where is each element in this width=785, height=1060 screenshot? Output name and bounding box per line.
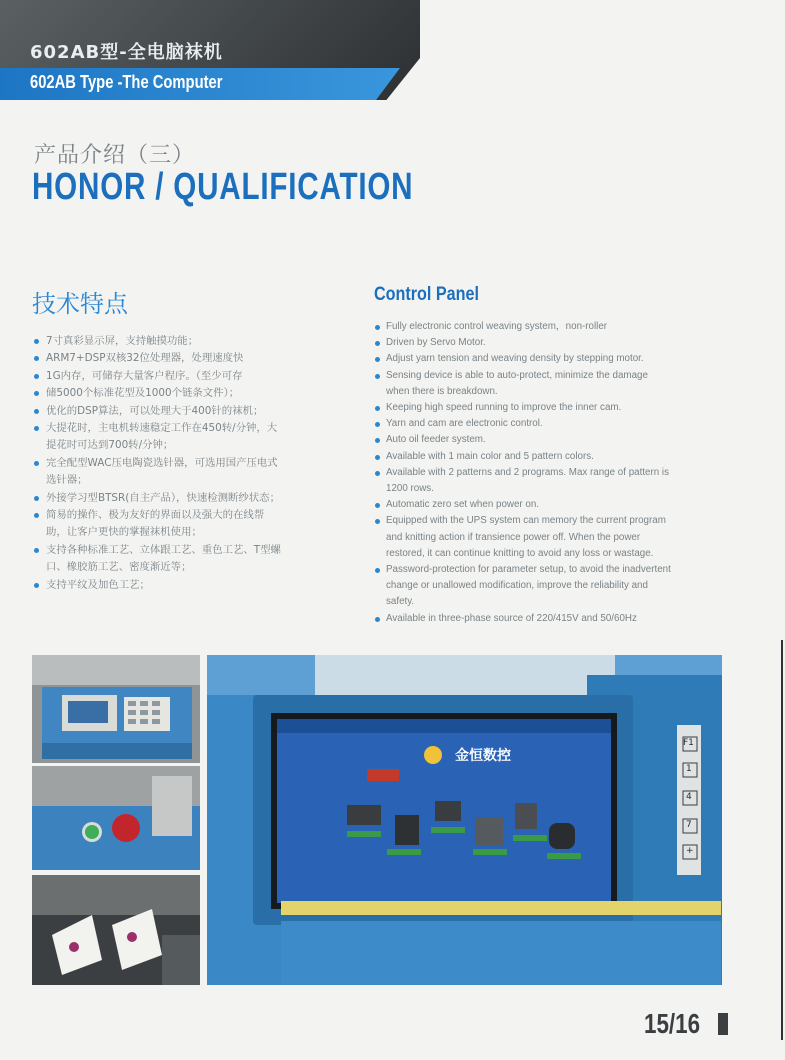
keypad-key-f1: F1 — [683, 738, 694, 748]
control-panel-heading: Control Panel — [374, 284, 479, 305]
list-item: 支持各种标准工艺、立体跟工艺、重色工艺、T型螺口、橡胶筋工艺、密度渐近等； — [32, 542, 282, 577]
keypad-key-1: 1 — [686, 764, 692, 774]
page-title: HONOR / QUALIFICATION — [32, 166, 414, 208]
list-item: Yarn and cam are electronic control. — [374, 416, 674, 432]
features-cn-heading: 技术特点 — [32, 290, 128, 318]
list-item: Available with 1 main color and 5 pattern colors. — [374, 449, 674, 465]
list-item: Keeping high speed running to improve the inner cam. — [374, 400, 674, 416]
list-item: 大提花时，主电机转速稳定工作在450转/分钟，大提花时可达到700转/分钟； — [32, 420, 282, 455]
control-panel-section — [374, 284, 674, 627]
screen-brand-logo: 金恒数控 — [455, 747, 511, 763]
list-item: Available in three-phase source of 220/415V and 50/60Hz — [374, 611, 674, 627]
page-number: 15/16 — [644, 1008, 701, 1039]
list-item: Available with 2 patterns and 2 programs. Max range of pattern is 1200 rows. — [374, 465, 674, 497]
list-item: Fully electronic control weaving system，non-roller — [374, 319, 674, 335]
features-cn-list — [32, 333, 282, 594]
control-panel-photo — [207, 655, 722, 985]
thumbnail-buttons-photo — [32, 766, 200, 870]
list-item: Adjust yarn tension and weaving density by stepping motor. — [374, 351, 674, 367]
keypad-key-plus: + — [686, 846, 694, 856]
page-edge-line — [781, 640, 783, 1040]
model-title-cn: 602AB型-全电脑袜机 — [30, 42, 223, 63]
list-item: 储5000个标准花型及1000个链条文件）； — [32, 385, 282, 402]
list-item: Driven by Servo Motor. — [374, 335, 674, 351]
list-item: 1G内存，可储存大量客户程序。（至少可存 — [32, 368, 282, 385]
list-item: Password-protection for parameter setup, to avoid the inadvertent change or unallowed modification, improve the reliability and safety. — [374, 562, 674, 611]
model-title-en: 602AB Type -The Computer — [30, 72, 223, 92]
list-item: 支持平纹及加色工艺； — [32, 577, 282, 594]
list-item: 7寸真彩显示屏，支持触摸功能； — [32, 333, 282, 350]
keypad-key-7: 7 — [686, 820, 692, 830]
keypad-key-4: 4 — [686, 792, 692, 802]
list-item: 外接学习型BTSR(自主产品），快速检测断纱状态； — [32, 490, 282, 507]
list-item: Equipped with the UPS system can memory the current program and knitting action if transience power off. When the power restored, it can continue knitting to avoid any loss or wastage. — [374, 513, 674, 562]
page-marker-icon — [718, 1013, 728, 1035]
thumbnail-control-box-photo — [32, 655, 200, 763]
list-item: 优化的DSP算法，可以处理大于400针的袜机； — [32, 403, 282, 420]
list-item: Auto oil feeder system. — [374, 432, 674, 448]
list-item: 完全配型WAC压电陶瓷选针器，可选用国产压电式选针器； — [32, 455, 282, 490]
list-item: Automatic zero set when power on. — [374, 497, 674, 513]
list-item: ARM7+DSP双核32位处理器，处理速度快 — [32, 350, 282, 367]
thumbnail-yarn-guide-photo — [32, 875, 200, 985]
control-panel-list — [374, 319, 674, 627]
list-item: 简易的操作、极为友好的界面以及强大的在线帮助，让客户更快的掌握袜机使用； — [32, 507, 282, 542]
intro-subtitle: 产品介绍（三） — [34, 143, 196, 168]
features-cn-section — [32, 284, 282, 594]
list-item: Sensing device is able to auto-protect, minimize the damage when there is breakdown. — [374, 368, 674, 400]
